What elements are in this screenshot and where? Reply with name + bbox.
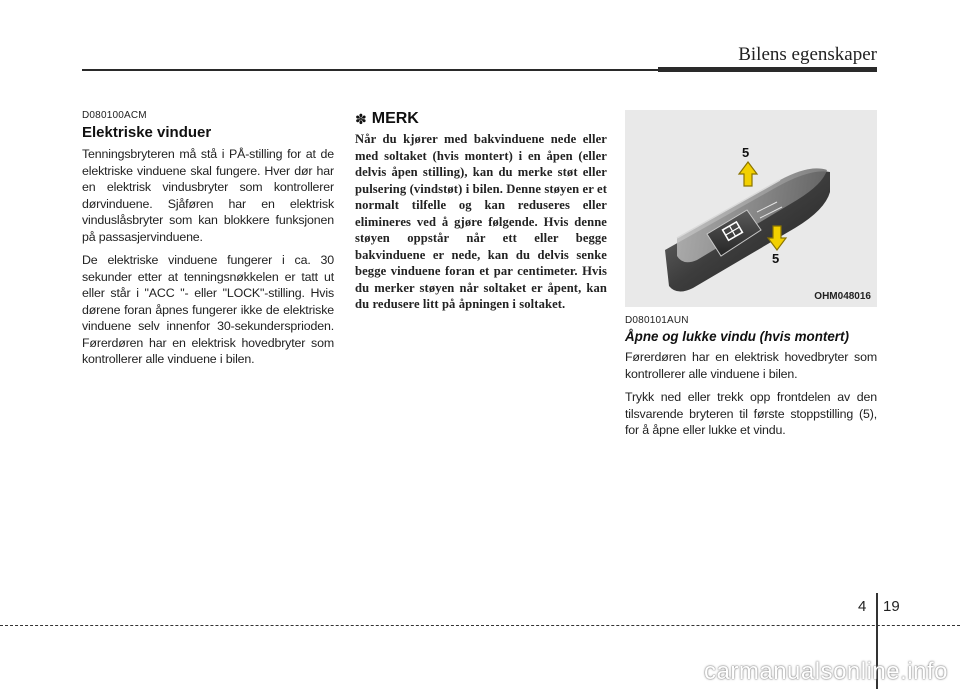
section-subtitle: Åpne og lukke vindu (hvis montert) <box>625 329 849 344</box>
chapter-number: 4 <box>858 598 867 615</box>
left-column <box>82 110 334 375</box>
label-up: 5 <box>742 145 750 160</box>
right-column <box>625 110 877 446</box>
note-heading <box>355 110 607 128</box>
header-rule-accent <box>658 67 877 72</box>
paragraph: Trykk ned eller trekk opp frontdelen av den tilsvarende bryteren til første stoppstilling (5), for å åpne eller lukke et vindu. <box>625 390 877 437</box>
window-switch-illustration <box>625 110 877 307</box>
section-code: D080100ACM <box>82 110 147 121</box>
note-star-icon: ✽ <box>355 110 367 127</box>
arrow-up-icon <box>739 162 757 186</box>
watermark: carmanualsonline.info <box>704 658 948 685</box>
paragraph: Førerdøren har en elektrisk hovedbryter som kontrollerer alle vinduene i bilen. <box>625 350 877 381</box>
paragraph: De elektriske vinduene fungerer i ca. 30 sekunder etter at tenningsnøkkelen er tatt ut eller står i "ACC "- eller "LOCK"-stilling. Hvis dørene foran åpnes fungerer ikke de elektriske vinduene selv innenfor 30-sekundersprioden. Førerdøren har en elektrisk hovedbryter som kontrollerer alle vinduene i bilen. <box>82 253 334 366</box>
footer-rule <box>0 625 960 626</box>
middle-column <box>355 110 607 313</box>
note-title: MERK <box>371 110 419 127</box>
section-code: D080101AUN <box>625 315 689 326</box>
figure-code: OHM048016 <box>814 291 871 302</box>
page-number: 19 <box>883 598 900 615</box>
window-switch-figure <box>625 110 877 307</box>
label-down: 5 <box>772 251 780 266</box>
section-title: Elektriske vinduer <box>82 124 212 141</box>
paragraph: Tenningsbryteren må stå i PÅ-stilling for at de elektriske vinduene skal fungere. Hver dør har en elektrisk vindusbryter som kontrollerer dørvinduene. Sjåføren har en elektrisk vinduslåsbryter som kan blokkere funksjonen på passasjervinduene. <box>82 147 334 244</box>
note-text: Når du kjører med bakvinduene nede eller med soltaket (hvis montert) i en åpen (eller delvis åpen stilling), kan du merke støt eller pulsering (vindstøt) i bilen. Denne støyen er et normalt tilfelle og kan reduseres eller elimineres ved å gjøre følgende. Hvis denne støyen oppstår når ett eller begge bakvinduene er nede, kan du delvis senke begge vinduene foran et par centimeter. Hvis du merker støyen når soltaket er åpent, kan du redusere litt på åpningen i soltaket. <box>355 132 607 311</box>
chapter-title: Bilens egenskaper <box>738 44 877 65</box>
